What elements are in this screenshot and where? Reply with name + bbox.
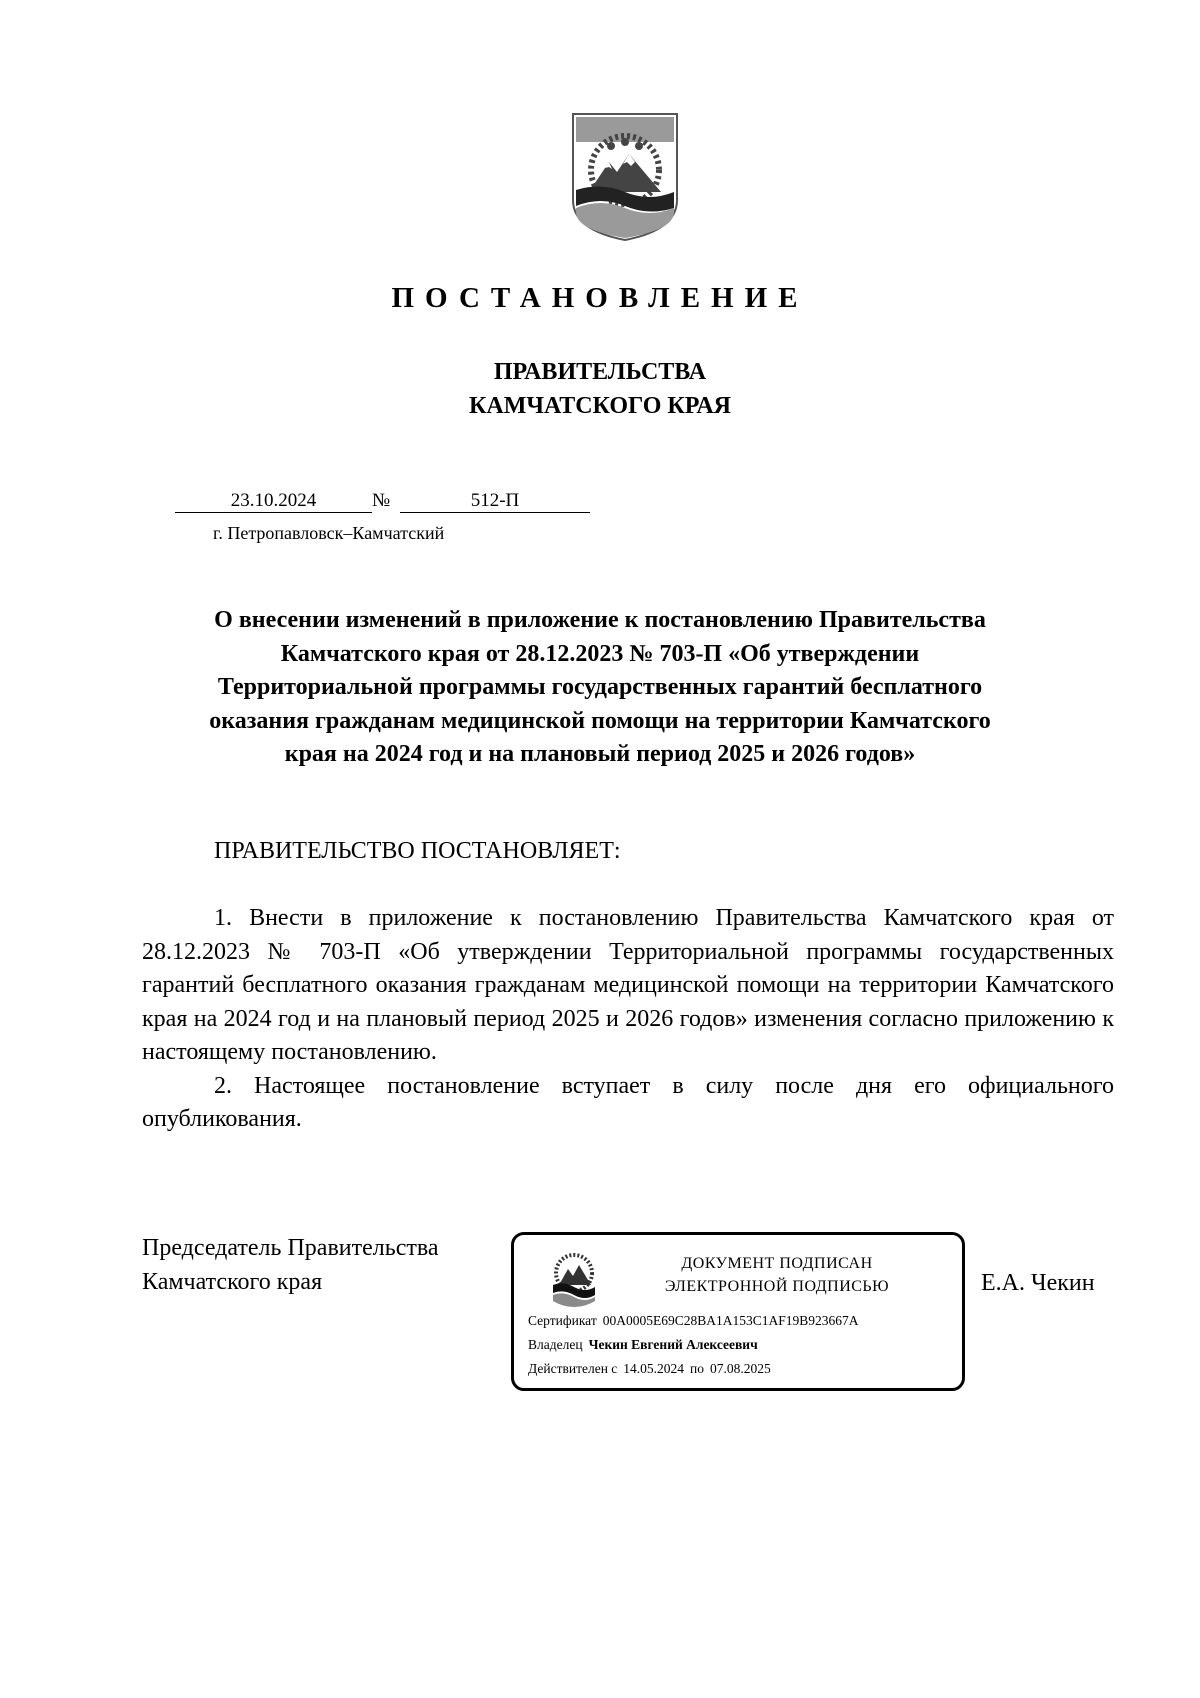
document-number: 512-П bbox=[400, 490, 590, 513]
decree-paragraph-1: 1. Внести в приложение к постановлению Правительства Камчатского края от 28.12.2023 № 703-П «Об утверждении Территориальной программы государственных гарантий бесплатного оказания гражданам медицинской помощи на территории Камчатского края на 2024 год и на плановый период 2025 и 2026 годов» изменения согласно приложению к настоящему постановлению. bbox=[142, 905, 1114, 1065]
subject-line: Территориальной программы государственных гарантий бесплатного bbox=[217, 674, 983, 701]
subject-line: О внесении изменений в приложение к постановлению Правительства bbox=[214, 607, 986, 633]
stamp-emblem-icon bbox=[551, 1251, 597, 1309]
valid-label: Действителен с bbox=[528, 1361, 618, 1376]
signer-position bbox=[142, 1231, 439, 1299]
stamp-title bbox=[614, 1252, 940, 1298]
subject-line: Камчатского края от 28.12.2023 № 703-П «Об утверждении bbox=[280, 640, 920, 667]
issuer-line-2: КАМЧАТСКОГО КРАЯ bbox=[468, 393, 732, 419]
stamp-validity bbox=[528, 1360, 771, 1378]
issue-city: г. Петропавловск–Камчатский bbox=[213, 523, 445, 543]
decree-heading: ПРАВИТЕЛЬСТВО ПОСТАНОВЛЯЕТ: bbox=[214, 838, 621, 864]
owner-value: Чекин Евгений Алексеевич bbox=[588, 1337, 758, 1352]
signer-position-line-2: Камчатского края bbox=[142, 1269, 323, 1295]
issuer-line-1: ПРАВИТЕЛЬСТВА bbox=[493, 359, 707, 385]
stamp-title-line-1: ДОКУМЕНТ ПОДПИСАН bbox=[681, 1255, 873, 1272]
registration-row bbox=[175, 490, 590, 513]
document-subject bbox=[150, 604, 1050, 772]
issuer-title bbox=[0, 355, 1200, 423]
certificate-label: Сертификат bbox=[528, 1313, 597, 1328]
decree-paragraph-2: 2. Настоящее постановление вступает в силу после дня его официального опубликования. bbox=[142, 1072, 1114, 1132]
decree-body bbox=[142, 902, 1114, 1137]
owner-label: Владелец bbox=[528, 1337, 583, 1352]
certificate-value: 00A0005E69C28BA1A153C1AF19B923667A bbox=[602, 1313, 859, 1328]
signer-position-line-1: Председатель Правительства bbox=[142, 1235, 439, 1261]
subject-line: оказания гражданам медицинской помощи на территории Камчатского bbox=[209, 707, 991, 734]
stamp-certificate bbox=[528, 1312, 859, 1330]
valid-to: 07.08.2025 bbox=[710, 1361, 771, 1376]
document-type-title: ПОСТАНОВЛЕНИЕ bbox=[391, 282, 809, 314]
valid-from: 14.05.2024 bbox=[623, 1361, 685, 1376]
valid-to-label: по bbox=[690, 1361, 705, 1376]
coat-of-arms-icon bbox=[571, 112, 679, 242]
subject-line: края на 2024 год и на плановый период 2025 и 2026 годов» bbox=[284, 741, 916, 768]
document-date: 23.10.2024 bbox=[175, 490, 372, 513]
stamp-title-line-2: ЭЛЕКТРОННОЙ ПОДПИСЬЮ bbox=[664, 1278, 890, 1295]
electronic-signature-stamp bbox=[511, 1232, 965, 1391]
signer-name: Е.А. Чекин bbox=[981, 1270, 1095, 1296]
stamp-owner bbox=[528, 1336, 758, 1354]
number-sign: № bbox=[372, 490, 391, 511]
